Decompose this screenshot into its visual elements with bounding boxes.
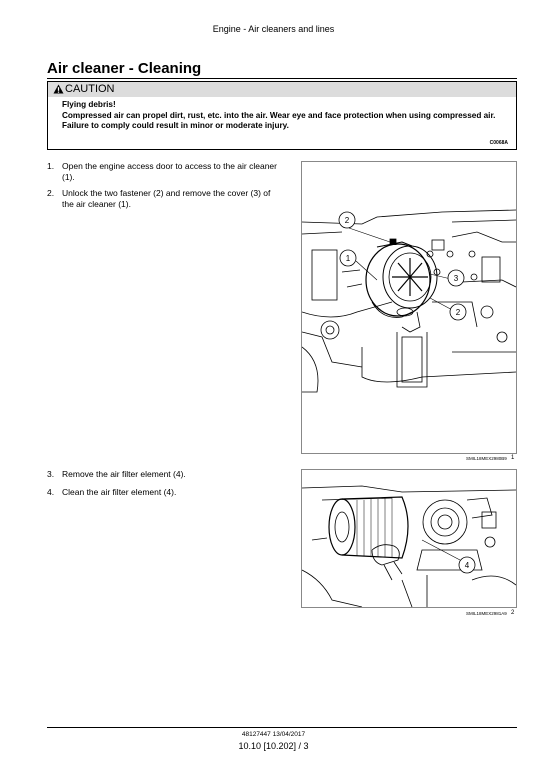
step-text: Remove the air filter element (4). (62, 469, 186, 479)
caution-line: Flying debris! (62, 100, 116, 109)
step-2 (47, 188, 287, 210)
air-filter-illustration (302, 470, 516, 607)
footer-reference: 48127447 13/04/2017 (241, 731, 306, 738)
figure-caption: SMIL18MEX2981A9 (466, 611, 507, 616)
callout-fastener: 2 (455, 308, 461, 317)
figure-air-filter-element (301, 469, 517, 608)
step-number: 3. (47, 469, 55, 479)
warning-triangle-icon (53, 84, 64, 94)
figure-air-cleaner-cover (301, 161, 517, 454)
callout-fastener: 2 (344, 216, 350, 225)
caution-line: Compressed air can propel dirt, rust, etc. into the air. Wear eye and face protection when using compressed air. (62, 110, 496, 120)
caution-header (48, 82, 516, 97)
step-4 (47, 487, 287, 498)
caution-label: CAUTION (65, 83, 115, 95)
air-cleaner-illustration (302, 162, 516, 453)
callout-air-cleaner: 1 (345, 254, 351, 263)
callout-cover: 3 (453, 274, 459, 283)
figure-caption: SMIL18MEX2980B9 (466, 456, 507, 461)
title-rule (47, 78, 517, 79)
step-text: Unlock the two fastener (2) and remove the cover (3) of the air cleaner (1). (62, 188, 271, 209)
caution-code: C0068A (489, 140, 508, 146)
step-text: Open the engine access door to access to the air cleaner (1). (62, 161, 277, 182)
figure-number: 1 (511, 455, 515, 461)
step-3 (47, 469, 287, 480)
step-number: 2. (47, 188, 55, 198)
page-number: 10.10 [10.202] / 3 (238, 741, 309, 751)
figure-2-callouts (459, 557, 475, 573)
figure-number: 2 (511, 610, 515, 616)
step-1 (47, 161, 287, 183)
step-number: 4. (47, 487, 55, 497)
callout-filter-element: 4 (464, 561, 470, 570)
figure-1-callouts (339, 212, 466, 320)
caution-box (47, 81, 517, 150)
caution-line: Failure to comply could result in minor or moderate injury. (62, 121, 289, 130)
running-header: Engine - Air cleaners and lines (212, 24, 335, 34)
step-number: 1. (47, 161, 55, 171)
section-title: Air cleaner - Cleaning (47, 60, 202, 77)
footer-rule (47, 727, 517, 728)
caution-text (62, 100, 502, 132)
step-text: Clean the air filter element (4). (62, 487, 177, 497)
